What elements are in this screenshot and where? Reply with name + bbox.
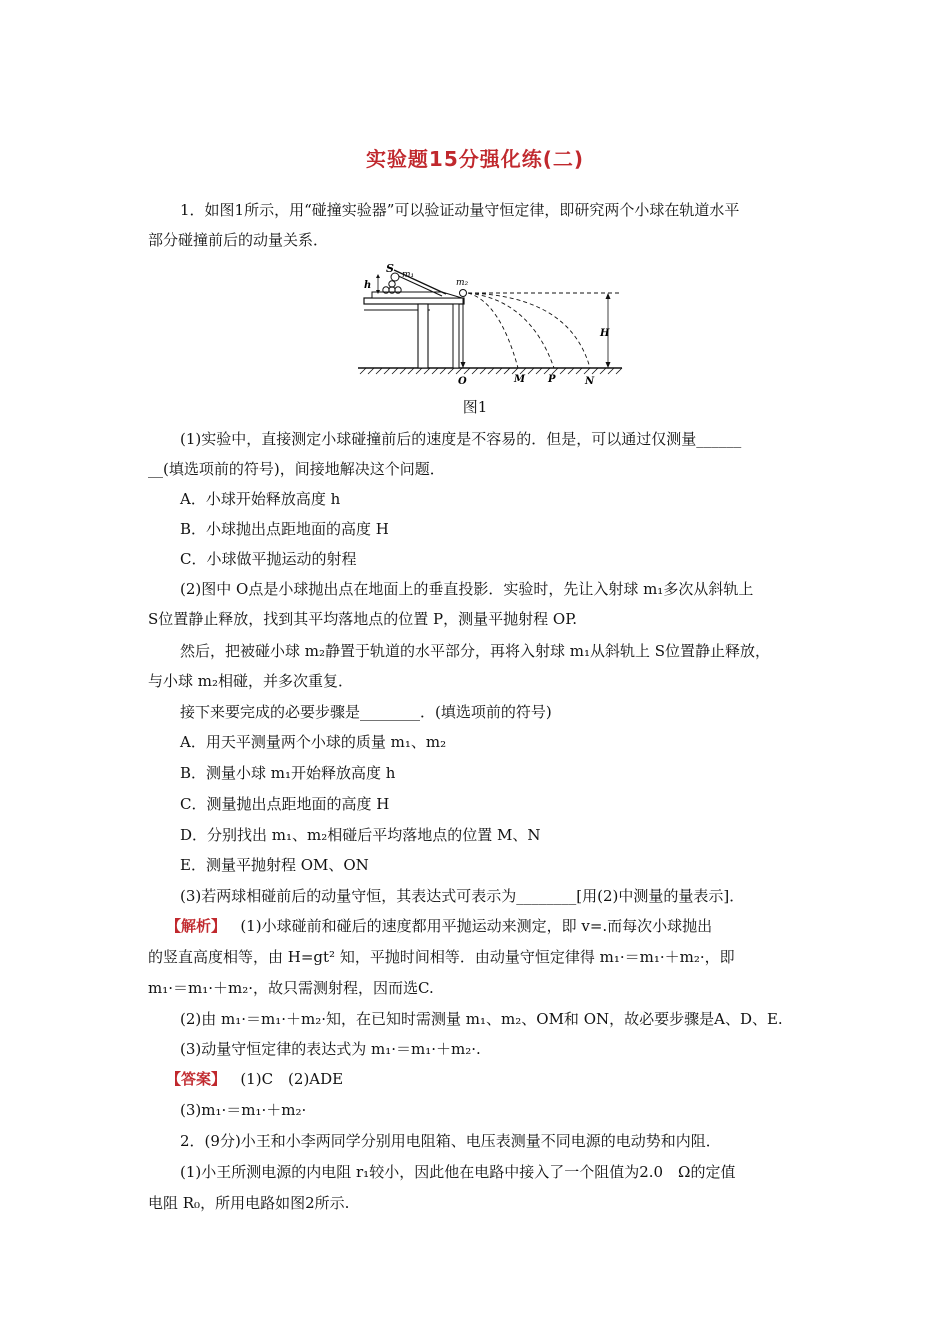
- q1-part2-line-2: S位置静止释放，找到其平均落地点的位置 P，测量平抛射程 OP.: [148, 610, 578, 628]
- label-h: h: [364, 280, 372, 291]
- q1-part2-option-a: A．用天平测量两个小球的质量 m₁、m₂: [180, 733, 447, 751]
- label-N: N: [585, 376, 595, 384]
- q1-part2-option-b: B．测量小球 m₁开始释放高度 h: [180, 764, 396, 782]
- figure-1-caption: 图1: [462, 398, 488, 416]
- analysis-line-1: [166, 915, 712, 937]
- q1-line-1: 1．如图1所示，用“碰撞实验器”可以验证动量守恒定律，即研究两个小球在轨道水平: [180, 201, 740, 219]
- q1-part2-option-e: E．测量平抛射程 OM、ON: [180, 856, 369, 874]
- q1-line-2: 部分碰撞前后的动量关系．: [148, 231, 329, 249]
- label-m2: m₂: [456, 278, 469, 288]
- answer-tag: 【答案】: [166, 1070, 227, 1088]
- q1-part2-option-c: C．测量抛出点距地面的高度 H: [180, 795, 390, 813]
- label-S: S: [386, 262, 394, 275]
- q2-line-3: 电阻 R₀，所用电路如图2所示.: [148, 1194, 350, 1212]
- analysis-line-1-text: (1)小球碰前和碰后的速度都用平抛运动来测定，即 v=.而每次小球抛出: [240, 917, 713, 935]
- page-title: 实验题15分强化练(二): [365, 147, 585, 171]
- q1-part1-option-a: A．小球开始释放高度 h: [180, 490, 341, 508]
- analysis-line-2: 的竖直高度相等，由 H=gt² 知，平抛时间相等．由动量守恒定律得 m₁·＝m₁·＋m₂·，即: [148, 948, 735, 966]
- analysis-line-5: (3)动量守恒定律的表达式为 m₁·＝m₁·＋m₂·.: [180, 1040, 481, 1058]
- label-H: H: [600, 328, 610, 339]
- analysis-line-3: m₁·＝m₁·＋m₂·，故只需测射程，因而选C.: [148, 979, 434, 997]
- label-m1: m₁: [402, 270, 415, 280]
- q1-part2-line-1: (2)图中 O点是小球抛出点在地面上的垂直投影．实验时，先让入射球 m₁多次从斜轨上: [180, 580, 754, 598]
- figure-1-collision-apparatus: [350, 262, 630, 384]
- q1-part1-option-b: B．小球抛出点距地面的高度 H: [180, 520, 389, 538]
- q1-part2-option-d: D．分别找出 m₁、m₂相碰后平均落地点的位置 M、N: [180, 826, 541, 844]
- label-M: M: [514, 374, 526, 384]
- q2-line-2: (1)小王所测电源的内电阻 r₁较小，因此他在电路中接入了一个阻值为2.0 Ω的定值: [180, 1163, 736, 1181]
- q1-part1-line-2: __(填选项前的符号)，间接地解决这个问题．: [148, 460, 445, 478]
- answer-line-1-text: (1)C (2)ADE: [240, 1070, 344, 1088]
- label-O: O: [458, 376, 467, 384]
- q1-part2-line-5: 接下来要完成的必要步骤是________．(填选项前的符号): [180, 703, 552, 721]
- answer-line-2: (3)m₁·＝m₁·＋m₂·: [180, 1101, 307, 1119]
- answer-line-1: [166, 1068, 343, 1090]
- q1-part3-line: (3)若两球相碰前后的动量守恒，其表达式可表示为________[用(2)中测量的量表示]．: [180, 887, 745, 905]
- q2-line-1: 2．(9分)小王和小李两同学分别用电阻箱、电压表测量不同电源的电动势和内阻．: [180, 1132, 721, 1150]
- analysis-line-4: (2)由 m₁·＝m₁·＋m₂·知，在已知时需测量 m₁、m₂、OM和 ON，故必要步骤是A、D、E.: [180, 1010, 783, 1028]
- label-P: P: [548, 374, 556, 384]
- q1-part2-line-4: 与小球 m₂相碰，并多次重复．: [148, 672, 354, 690]
- analysis-tag: 【解析】: [166, 917, 227, 935]
- q1-part1-option-c: C．小球做平抛运动的射程: [180, 550, 357, 568]
- q1-part2-line-3: 然后，把被碰小球 m₂静置于轨道的水平部分，再将入射球 m₁从斜轨上 S位置静止释放，: [180, 642, 771, 660]
- q1-part1-line-1: (1)实验中，直接测定小球碰撞前后的速度是不容易的．但是，可以通过仅测量______: [180, 430, 742, 448]
